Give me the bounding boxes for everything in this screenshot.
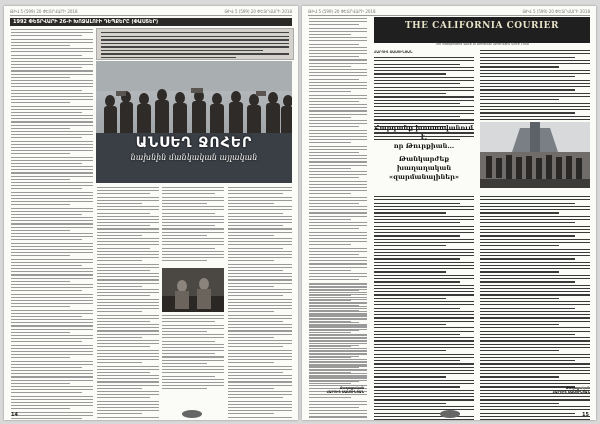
signature-right-line-2: ՀԱՐՈՒՏ ՍԱՍՈՒՆՅԱՆ [552,390,590,394]
signature-left-line-2: ՀԱՐՈՒՏ ՍԱՍՈՒՆՅԱՆ [326,390,364,394]
right-page [302,6,596,420]
article-signature-left [312,386,364,394]
left-main-photo [96,61,292,183]
left-column-4-text [228,187,292,420]
left-top-line-left: ԹԻՎ 5 (599) 20 ՓԵՏՐՎԱՐԻ 2018 [10,9,78,14]
left-column-1-text [11,29,93,420]
right-column-1-text-bottom [309,284,367,384]
article-headline [374,124,474,182]
left-page [4,6,298,420]
left-intro-panel [96,28,294,60]
right-page-number: 15 [582,412,589,418]
left-column-2-text [97,187,159,420]
left-footer-logo [182,410,202,418]
headline-line-3: Թանկարժեք խաղաղական [396,155,452,172]
crowd-photo-image [96,61,292,183]
right-top-line [308,9,590,16]
courier-masthead: THE CALIFORNIA COURIER [374,17,590,43]
right-top-line-right: ԹԻՎ 5 (599) 20 ՓԵՏՐՎԱՐԻ 2018 [522,9,590,14]
left-header-bar: 1992 ՓԵՏՐՎԱՐԻ 26-Ի ԽՈՋԱԼՈՒԻ ԴԵՊՔԵՐԸ (ՓԱՍՏԵՐ) [10,18,292,26]
left-banner-title: ԱՆՍԵՂ ՋՈՀԵՐ [135,135,253,151]
left-top-line-right: ԹԻՎ 5 (599) 20 ՓԵՏՐՎԱՐԻ 2018 [224,9,292,14]
article-signature-right [524,386,590,394]
left-column-3-text-top [162,187,224,261]
right-footer-logo [440,410,460,418]
inset-photo-image [162,268,224,312]
signature-left-line-1: Քաղաքական [340,386,364,390]
right-article-col-3-text [374,196,474,420]
left-column-3-text-bottom [162,315,224,389]
left-top-line [10,9,292,16]
signature-right-line-1: Քաղաքական [566,386,590,390]
courier-masthead-subtitle: The Independent Voice of Armenian Americans Since 1958 [435,42,529,46]
headline-line-1: Հարգանք խոստովանում է, [374,124,474,141]
headline-line-2: որ Թուրքիան... [393,142,455,150]
left-page-number: 14 [11,412,18,418]
right-top-line-left: ԹԻՎ 5 (599) 20 ՓԵՏՐՎԱՐԻ 2018 [308,9,376,14]
headline-line-4: «զարմանալիներ» [388,173,459,181]
right-article-photo [480,122,590,188]
memorial-photo-image [480,122,590,188]
article-byline: ՀԱՐՈՒՏ ՍԱՍՈՒՆՅԱՆ [374,50,413,54]
left-inset-photo [162,268,224,312]
left-banner-subtitle: նախնին մանկական այլական [130,153,258,162]
